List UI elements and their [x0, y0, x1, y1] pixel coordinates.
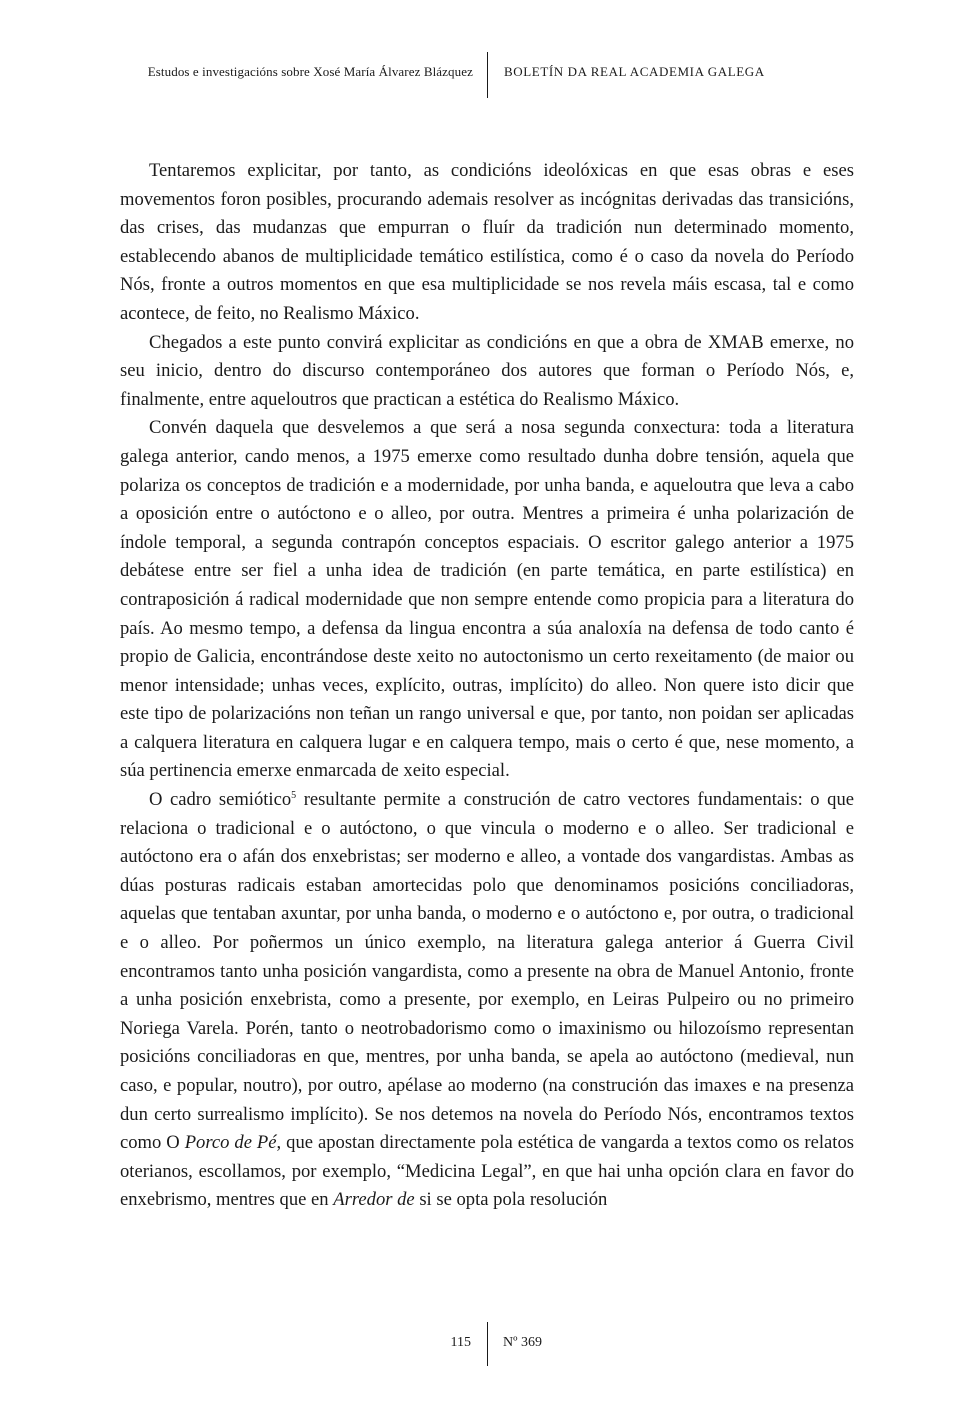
footer-divider: [487, 1322, 488, 1366]
paragraph-4-text: resultante permite a construción de catro vectores fundamentais: o que relaciona o tradicional e o autóctono, o que vincula o moderno e o alleo. Ser tradicional e autóctono era o afán dos enxebristas; ser moderno e alleo, a vontade dos vangardistas. Ambas as dúas posturas radicais estaban amortecidas polo que denominamos posicións conciliadoras, aquelas que tentaban axuntar, por unha banda, o moderno e o autóctono e, por outra, o tradicional e o alleo. Por poñermos un único exemplo, na literatura galega anterior á Guerra Civil encontramos tanto unha posición vangardista, como a presente na obra de Manuel Antonio, fronte a unha posición enxebrista, como a presente, por exemplo, en Leiras Pulpeiro ou no primeiro Noriega Varela. Porén, tanto o neotrobadorismo como o imaxinismo ou hilozoísmo representan posicións conciliadoras en que, mentres, por unha banda, se apela ao autóctono (medieval, nun caso, e popular, noutro), por outro, apélase ao moderno (na construción das imaxes e na presenza dun certo surrealismo implícito). Se nos detemos na novela do Período Nós, encontramos textos como O: [120, 789, 855, 1154]
paragraph-4: [120, 786, 854, 1215]
page-number: 115: [450, 1335, 471, 1350]
work-title-porco-de-pe: Porco de Pé: [184, 1132, 277, 1154]
paragraph-4-start: O cadro semiótico: [149, 789, 292, 811]
paragraph-2: Chegados a este punto convirá explicitar as condicións en que a obra de XMAB emerxe, no seu inicio, dentro do discurso contemporáneo dos autores que forman o Período Nós, e, finalmente, entre aqueloutros que practican a estética do Realismo Máxico.: [120, 331, 854, 410]
paragraph-1: Tentaremos explicitar, por tanto, as condicións ideolóxicas en que esas obras e eses movementos foron posibles, procurando ademais resolver as incógnitas derivadas das transicións, das crises, das mudanzas que empurran o fluír da tradición nun determinado momento, establecendo abanos de multiplicidade temático estilística, como é o caso da novela do Período Nós, fronte a outros momentos en que esa multiplicidade se nos revela máis escasa, tal e como acontece, de feito, no Realismo Máxico.: [120, 160, 854, 324]
paragraph-3: Convén daquela que desvelemos a que será a nosa segunda conxectura: toda a literatura galega anterior, cando menos, a 1975 emerxe como resultado dunha dobre tensión, aquela que polariza os conceptos de tradición e a modernidade, por unha banda, e aqueloutra que leva a cabo a oposición entre o autóctono e o alleo, por outra. Mentres a primeira é unha polarización de índole temporal, a segunda contrapón conceptos espaciais. O escritor galego anterior a 1975 debátese entre ser fiel a unha idea de tradición (en parte temática, en parte estilística) en contraposición á radical modernidade que non sempre entende como propicia para a literatura do país. Ao mesmo tempo, a defensa da lingua encontra a súa analoxía na defensa de todo canto é propio de Galicia, encontrándose deste xeito no autoctonismo un certo rexeitamento (de maior ou menor intensidade; unhas veces, explícito, outras, implícito) do alleo. Non quere isto dicir que este tipo de polarizacións non teñan un rango universal e que, por tanto, non poidan ser aplicadas a calquera literatura en calquera lugar e en calquera tempo, mais o certo é que, nese momento, a súa pertinencia emerxe enmarcada de xeito especial.: [120, 417, 854, 782]
work-title-arredor-de: Arredor de: [333, 1189, 415, 1211]
header-divider: [487, 52, 488, 98]
paragraph-4-end: si se opta pola resolución: [414, 1189, 608, 1211]
running-header-left: Estudos e investigacións sobre Xosé María Álvarez Blázquez: [147, 64, 473, 79]
body-text: [120, 157, 854, 1215]
footnote-reference[interactable]: 5: [291, 789, 297, 801]
running-header-right: BOLETÍN DA REAL ACADEMIA GALEGA: [504, 64, 765, 79]
issue-number: Nº 369: [503, 1335, 542, 1350]
paragraph-4-text-cont: , que apostan directamente pola estética de vangarda a textos como os relatos oterianos, escollamos, por exemplo, “Medicina Legal”, en que hai unha opción clara en favor do enxebrismo, mentres que en: [120, 1132, 854, 1211]
